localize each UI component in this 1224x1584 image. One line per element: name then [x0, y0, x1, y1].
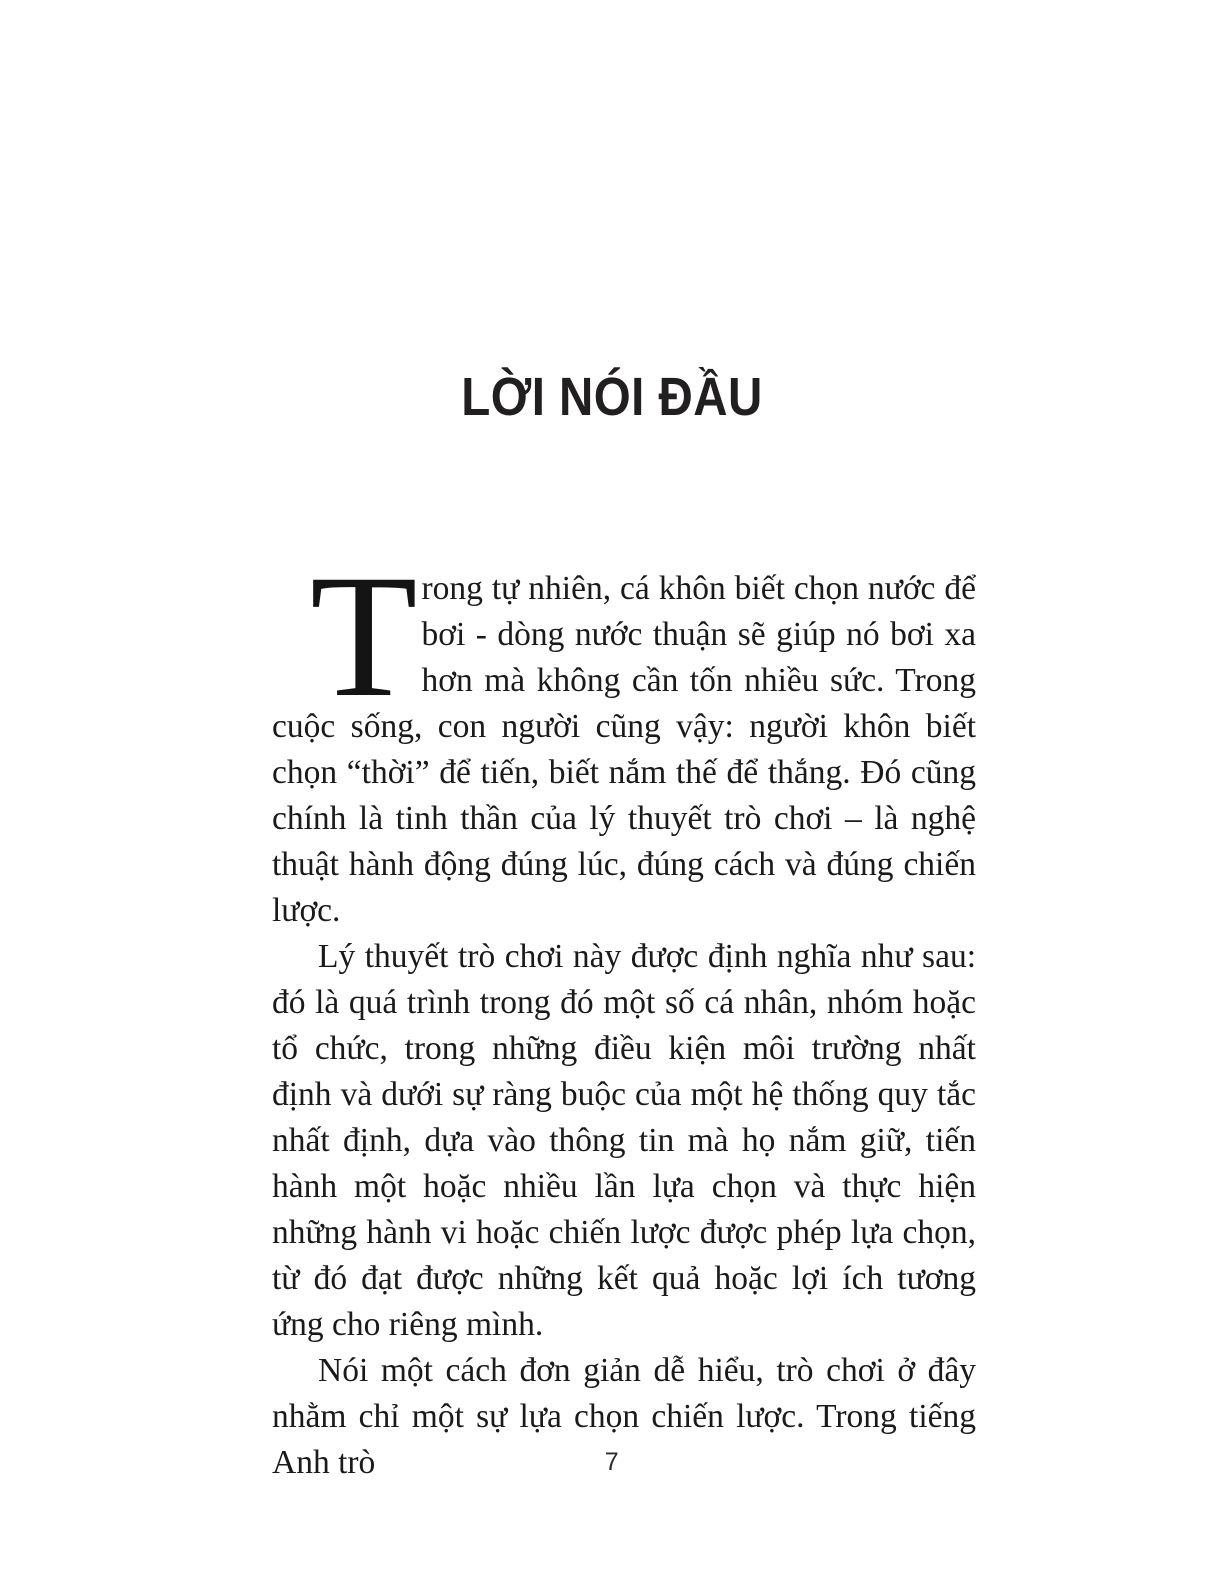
paragraph-2: Lý thuyết trò chơi này được định nghĩa như sau: đó là quá trình trong đó một số cá nhân, nhóm hoặc tổ chức, trong những điều kiện môi trường nhất định và dưới sự ràng buộc của một hệ thống quy tắc nhất định, dựa vào thông tin mà họ nắm giữ, tiến hành một hoặc nhiều lần lựa chọn và thực hiện những hành vi hoặc chiến lược được phép lựa chọn, từ đó đạt được những kết quả hoặc lợi ích tương ứng cho riêng mình.: [272, 938, 976, 1343]
paragraph-1: [272, 539, 976, 934]
page-number: 7: [604, 1448, 620, 1476]
page-title: LỜI NÓI ĐẦU: [461, 367, 763, 428]
text-column: [272, 539, 976, 1486]
drop-cap-letter: T: [310, 539, 416, 734]
paragraph-3: Nói một cách đơn giản dễ hiểu, trò chơi ở đây nhằm chỉ một sự lựa chọn chiến lược. Trong tiếng Anh trò: [272, 1352, 976, 1481]
paragraph-1-text: rong tự nhiên, cá khôn biết chọn nước để bơi - dòng nước thuận sẽ giúp nó bơi xa hơn mà không cần tốn nhiều sức. Trong cuộc sống, con người cũng vậy: người khôn biết chọn “thời” để tiến, biết nắm thế để thắng. Đó cũng chính là tinh thần của lý thuyết trò chơi – là nghệ thuật hành động đúng lúc, đúng cách và đúng chiến lược.: [272, 570, 976, 929]
